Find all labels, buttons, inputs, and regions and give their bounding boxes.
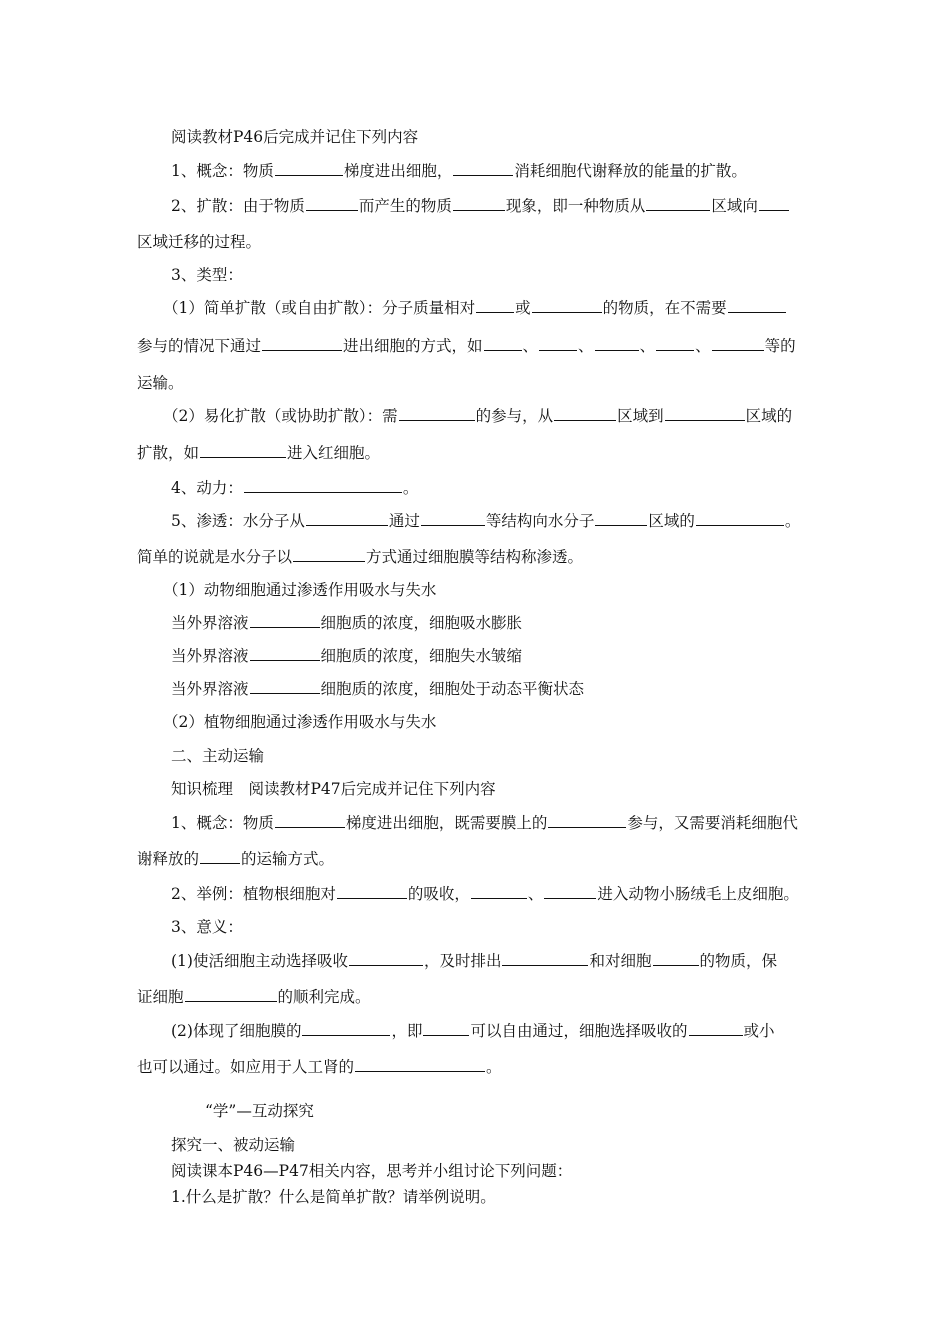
fill-blank[interactable] [484, 336, 522, 351]
fill-blank[interactable] [532, 298, 602, 313]
fill-blank[interactable] [544, 884, 596, 899]
facilitated-diffusion-line-1: （2）易化扩散（或协助扩散）：需 的参与，从 区域到 区域的 [163, 407, 793, 425]
fill-blank[interactable] [250, 679, 320, 694]
fill-blank[interactable] [250, 646, 320, 661]
animal-cell-line-3: 当外界溶液 细胞质的浓度，细胞处于动态平衡状态 [171, 680, 585, 698]
fill-blank[interactable] [595, 336, 639, 351]
concept-line: 1、概念：物质 梯度进出细胞， 消耗细胞代谢释放的能量的扩散。 [171, 162, 747, 180]
animal-cell-title: （1）动物细胞通过渗透作用吸水与失水 [163, 581, 437, 599]
interactive-explore-heading: “学”—互动探究 [205, 1102, 314, 1120]
fill-blank[interactable] [244, 478, 402, 493]
fill-blank[interactable] [453, 161, 513, 176]
explore-1-instruction: 阅读课本P46—P47相关内容，思考并小组讨论下列问题： [171, 1162, 573, 1180]
meaning-2-line-1: (2)体现了细胞膜的 ，即 可以自由通过，细胞选择吸收的 或小 [171, 1022, 775, 1040]
fill-blank[interactable] [502, 951, 588, 966]
fill-blank[interactable] [200, 443, 286, 458]
osmosis-line-1: 5、渗透：水分子从 通过 等结构向水分子 区域的 。 [171, 512, 801, 530]
diffusion-line-1: 2、扩散：由于物质 而产生的物质 现象，即一种物质从 区域向 [171, 195, 790, 217]
fill-blank[interactable] [306, 196, 358, 211]
fill-blank[interactable] [275, 161, 343, 176]
fill-blank[interactable] [337, 884, 407, 899]
fill-blank[interactable] [423, 1021, 469, 1036]
simple-diffusion-line-2: 参与的情况下通过 进出细胞的方式，如 、 、 、 、 等的 [137, 337, 796, 355]
fill-blank[interactable] [554, 406, 616, 421]
power-line: 4、动力： 。 [171, 479, 419, 497]
fill-blank[interactable] [293, 547, 365, 562]
section2-intro: 知识梳理 阅读教材P47后完成并记住下列内容 [171, 780, 496, 798]
active-transport-concept-1: 1、概念：物质 梯度进出细胞，既需要膜上的 参与，又需要消耗细胞代 [171, 814, 798, 832]
fill-blank[interactable] [653, 951, 699, 966]
meaning-heading: 3、意义： [171, 918, 243, 936]
simple-diffusion-line-3: 运输。 [137, 374, 184, 392]
fill-blank[interactable] [728, 298, 786, 313]
fill-blank[interactable] [200, 849, 240, 864]
diffusion-line-2: 区域迁移的过程。 [137, 233, 262, 251]
fill-blank[interactable] [250, 613, 320, 628]
meaning-1-line-1: (1)使活细胞主动选择吸收 ，及时排出 和对细胞 的物质，保 [171, 952, 778, 970]
fill-blank[interactable] [349, 951, 423, 966]
types-heading: 3、类型： [171, 266, 243, 284]
facilitated-diffusion-line-2: 扩散，如 进入红细胞。 [137, 444, 381, 462]
plant-cell-title: （2）植物细胞通过渗透作用吸水与失水 [163, 713, 437, 731]
fill-blank[interactable] [453, 196, 505, 211]
fill-blank[interactable] [548, 813, 626, 828]
fill-blank[interactable] [275, 813, 345, 828]
fill-blank[interactable] [665, 406, 745, 421]
fill-blank[interactable] [306, 511, 388, 526]
fill-blank[interactable] [696, 511, 784, 526]
fill-blank[interactable] [355, 1057, 485, 1072]
fill-blank[interactable] [759, 196, 789, 211]
simple-diffusion-line-1: （1）简单扩散（或自由扩散）：分子质量相对 或 的物质，在不需要 [163, 297, 787, 319]
animal-cell-line-2: 当外界溶液 细胞质的浓度，细胞失水皱缩 [171, 647, 523, 665]
fill-blank[interactable] [185, 987, 277, 1002]
active-transport-example: 2、举例：植物根细胞对 的吸收， 、 进入动物小肠绒毛上皮细胞。 [171, 885, 799, 903]
fill-blank[interactable] [471, 884, 527, 899]
fill-blank[interactable] [539, 336, 577, 351]
animal-cell-line-1: 当外界溶液 细胞质的浓度，细胞吸水膨胀 [171, 614, 523, 632]
fill-blank[interactable] [689, 1021, 743, 1036]
fill-blank[interactable] [262, 336, 342, 351]
active-transport-concept-2: 谢释放的 的运输方式。 [137, 850, 335, 868]
question-1: 1.什么是扩散？什么是简单扩散？请举例说明。 [171, 1188, 496, 1206]
meaning-2-line-2: 也可以通过。如应用于人工肾的 。 [137, 1058, 502, 1076]
fill-blank[interactable] [646, 196, 710, 211]
explore-1-title: 探究一、被动运输 [171, 1136, 296, 1154]
fill-blank[interactable] [302, 1021, 390, 1036]
meaning-1-line-2: 证细胞 的顺利完成。 [137, 988, 371, 1006]
fill-blank[interactable] [656, 336, 694, 351]
osmosis-line-2: 简单的说就是水分子以 方式通过细胞膜等结构称渗透。 [137, 548, 584, 566]
fill-blank[interactable] [476, 298, 514, 313]
fill-blank[interactable] [421, 511, 485, 526]
section2-title: 二、主动运输 [171, 747, 265, 765]
section1-intro: 阅读教材P46后完成并记住下列内容 [171, 128, 419, 146]
fill-blank[interactable] [595, 511, 647, 526]
fill-blank[interactable] [399, 406, 475, 421]
fill-blank[interactable] [712, 336, 764, 351]
